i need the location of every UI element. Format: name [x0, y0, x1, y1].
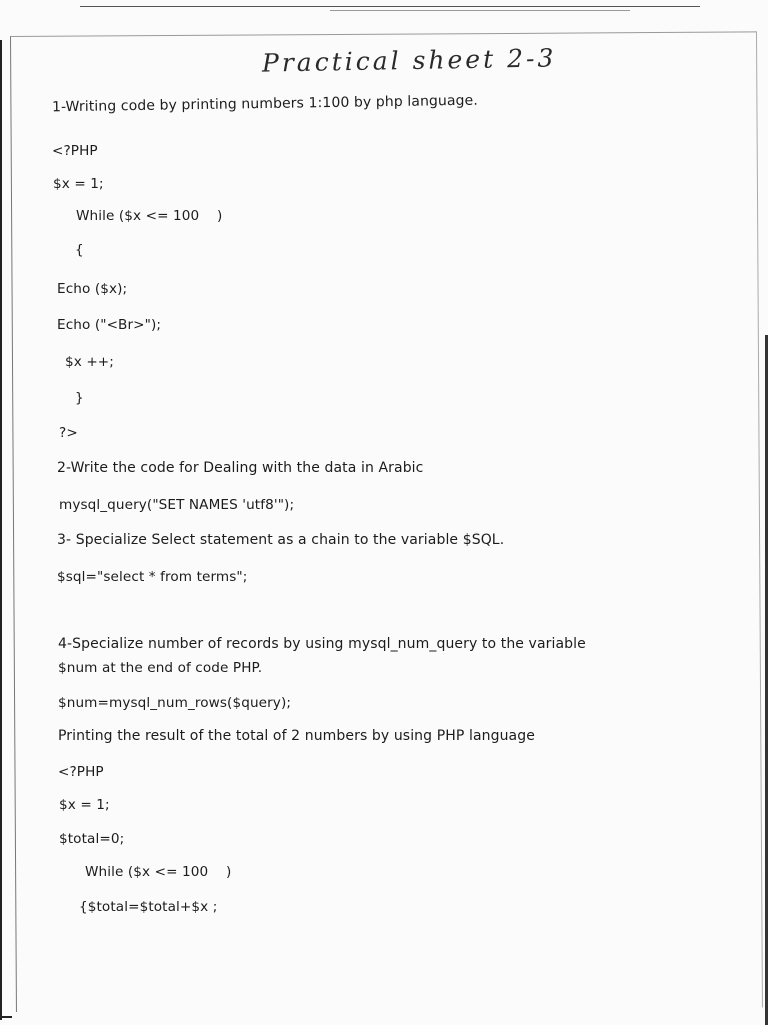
scan-border-line: [80, 6, 700, 7]
code-line: $x ++;: [65, 354, 114, 370]
code-line: $sql="select * from terms";: [57, 569, 248, 585]
question-5: Printing the result of the total of 2 numbers by using PHP language: [58, 728, 535, 744]
question-4-continued: $num at the end of code PHP.: [58, 660, 263, 676]
code-line: {: [75, 242, 84, 258]
question-1: 1-Writing code by printing numbers 1:100 by php language.: [51, 92, 479, 116]
question-4: 4-Specialize number of records by using mysql_num_query to the variable: [58, 636, 586, 652]
code-line: $x = 1;: [53, 176, 104, 192]
code-line: {$total=$total+$x ;: [79, 899, 218, 915]
question-2: 2-Write the code for Dealing with the data in Arabic: [57, 460, 424, 476]
code-line: $x = 1;: [59, 797, 110, 813]
scan-corner-mark: [0, 1016, 12, 1018]
code-line: While ($x <= 100 ): [85, 864, 232, 880]
code-line: }: [75, 390, 84, 406]
code-line: Echo ("<Br>");: [57, 317, 162, 333]
code-line: <?PHP: [58, 764, 104, 780]
code-line: Echo ($x);: [57, 281, 128, 297]
code-line: $total=0;: [59, 831, 125, 847]
code-line: While ($x <= 100 ): [76, 208, 223, 224]
scan-border-line: [330, 10, 630, 11]
code-line: ?>: [59, 425, 78, 441]
code-line: $num=mysql_num_rows($query);: [58, 695, 292, 711]
code-line: <?PHP: [52, 143, 98, 159]
scan-left-edge: [0, 40, 2, 1020]
question-3: 3- Specialize Select statement as a chain to the variable $SQL.: [57, 532, 505, 548]
sheet-title: Practical sheet 2-3: [261, 43, 557, 78]
code-line: mysql_query("SET NAMES 'utf8'");: [59, 497, 295, 513]
